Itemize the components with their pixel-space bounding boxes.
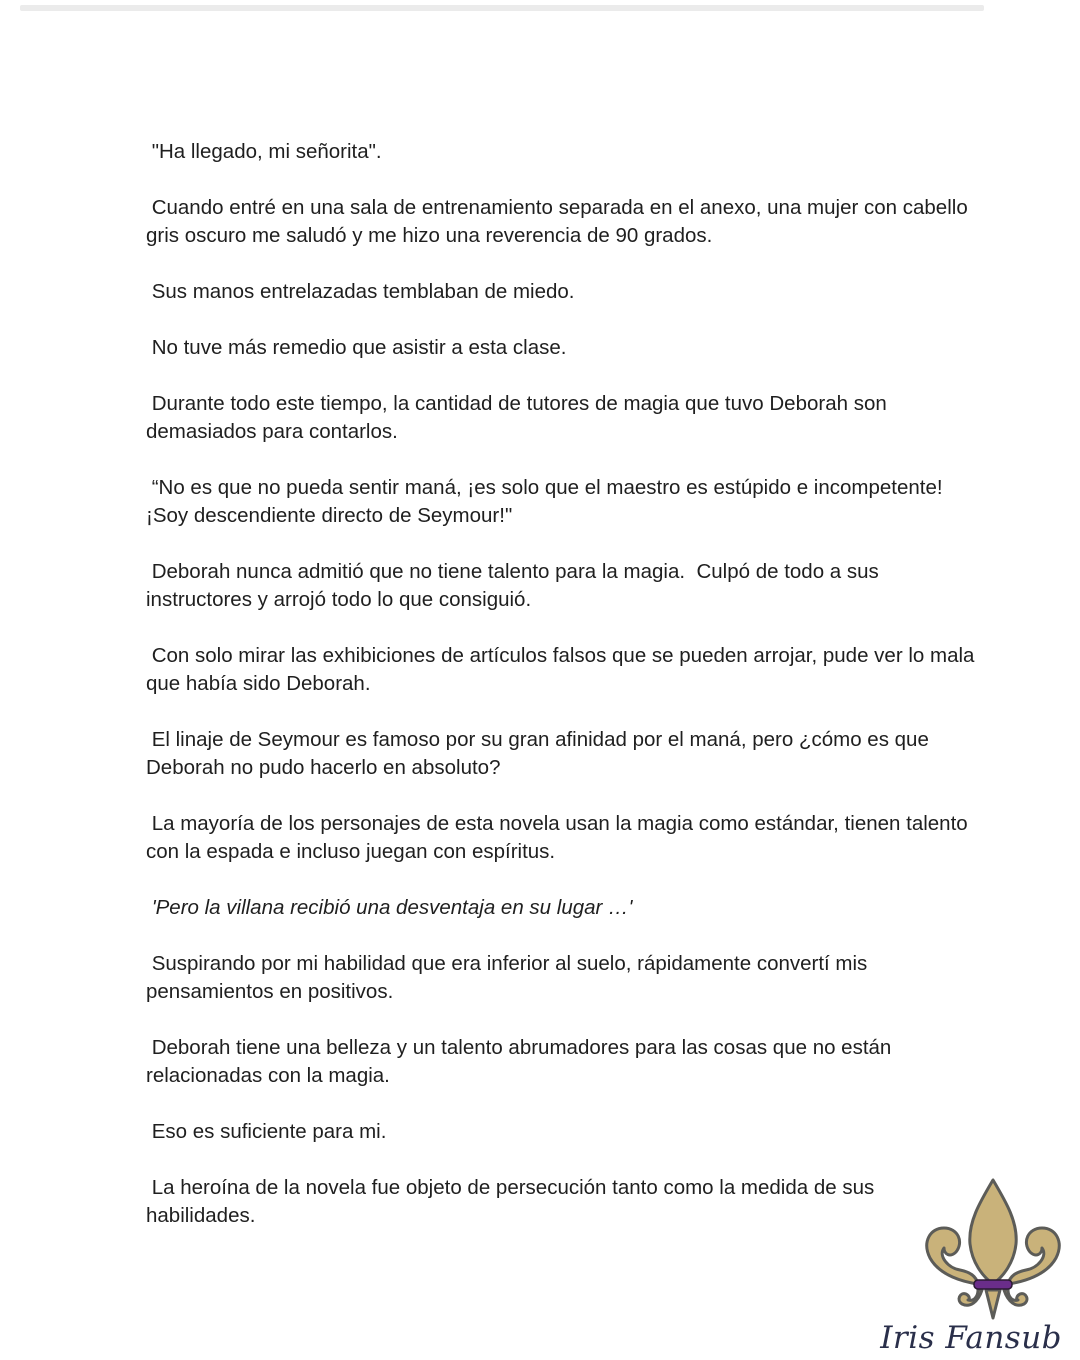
paragraph: Con solo mirar las exhibiciones de artículos falsos que se pueden arrojar, pude ver lo mala que había sido Deborah.	[146, 644, 981, 695]
paragraph: Deborah nunca admitió que no tiene talento para la magia. Culpó de todo a sus instructores y arrojó todo lo que consiguió.	[146, 560, 885, 611]
document-body	[146, 138, 981, 1258]
watermark-text: Iris Fansub	[880, 1320, 1062, 1356]
paragraph: Cuando entré en una sala de entrenamiento separada en el anexo, una mujer con cabello gris oscuro me saludó y me hizo una reverencia de 90 grados.	[146, 196, 974, 247]
top-divider	[20, 5, 984, 11]
fleur-de-lis-icon	[920, 1172, 1066, 1322]
watermark-logo	[880, 1172, 1074, 1358]
paragraph: Sus manos entrelazadas temblaban de miedo.	[146, 280, 575, 303]
paragraph: Durante todo este tiempo, la cantidad de tutores de magia que tuvo Deborah son demasiados para contarlos.	[146, 392, 893, 443]
paragraph: “No es que no pueda sentir maná, ¡es solo que el maestro es estúpido e incompetente! ¡Soy descendiente directo de Seymour!"	[146, 476, 949, 527]
paragraph: La mayoría de los personajes de esta novela usan la magia como estándar, tienen talento con la espada e incluso juegan con espíritus.	[146, 812, 974, 863]
paragraph: La heroína de la novela fue objeto de persecución tanto como la medida de sus habilidades.	[146, 1176, 880, 1227]
paragraph: "Ha llegado, mi señorita".	[146, 140, 382, 163]
paragraph: Suspirando por mi habilidad que era inferior al suelo, rápidamente convertí mis pensamientos en positivos.	[146, 952, 874, 1003]
paragraph: El linaje de Seymour es famoso por su gran afinidad por el maná, pero ¿cómo es que Deborah no pudo hacerlo en absoluto?	[146, 728, 935, 779]
paragraph: 'Pero la villana recibió una desventaja en su lugar …'	[146, 896, 633, 919]
paragraph: Deborah tiene una belleza y un talento abrumadores para las cosas que no están relacionadas con la magia.	[146, 1036, 898, 1087]
paragraph: No tuve más remedio que asistir a esta clase.	[146, 336, 567, 359]
paragraph: Eso es suficiente para mi.	[146, 1120, 387, 1143]
